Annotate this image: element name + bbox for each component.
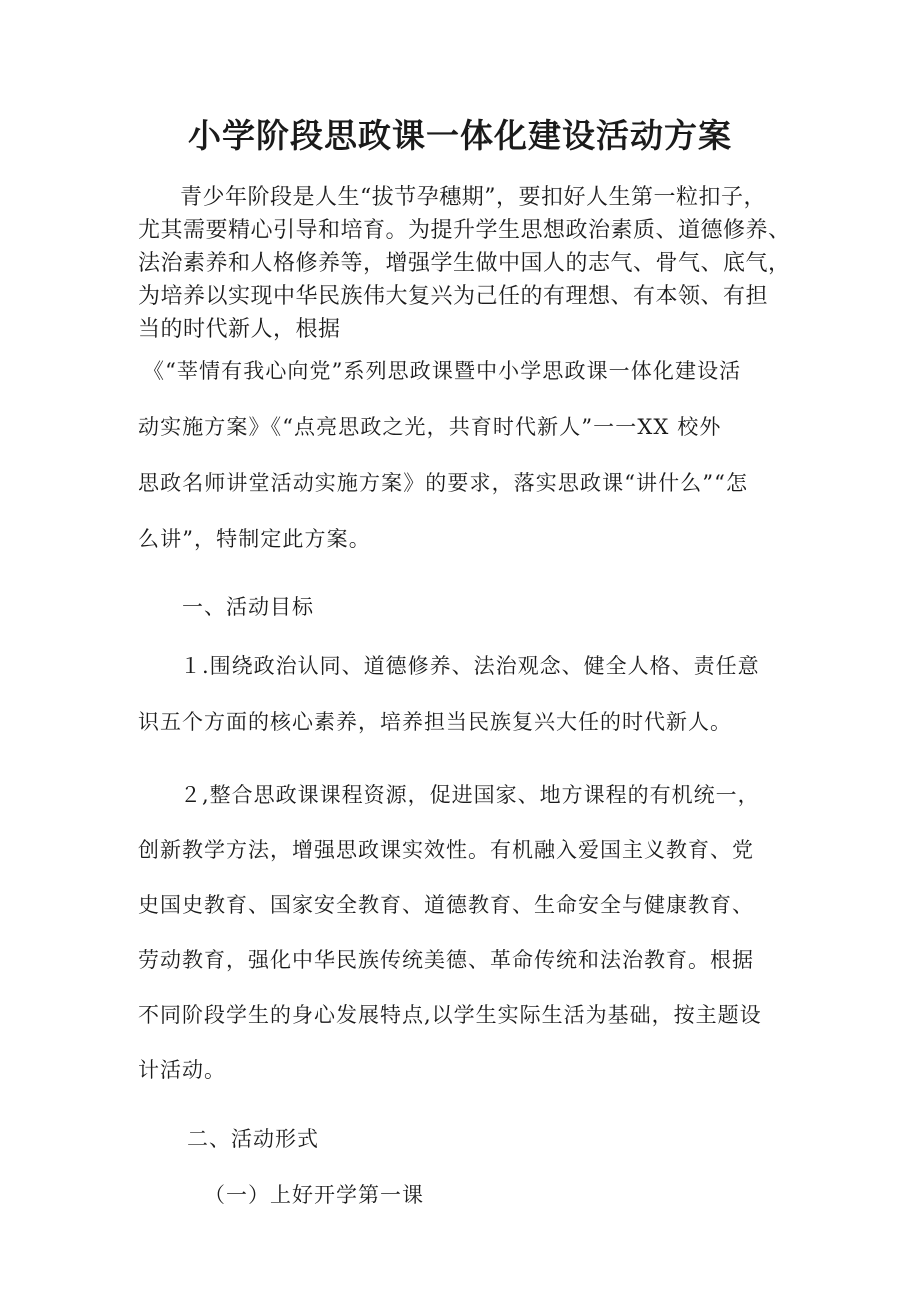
goal2-line: 计活动。: [138, 1058, 226, 1082]
intro-line: 青少年阶段是人生“拔节孕穗期”，要扣好人生第一粒扣子，: [180, 185, 766, 210]
goal2-line: ２,整合思政课课程资源，促进国家、地方课程的有机统一，: [180, 783, 760, 807]
basis-line: 思政名师讲堂活动实施方案》的要求，落实思政课“讲什么”“怎: [138, 471, 749, 495]
goal1-line: １.围绕政治认同、道德修养、法治观念、健全人格、责任意: [180, 654, 760, 678]
goal1-line: 识五个方面的核心素养，培养担当民族复兴大任的时代新人。: [138, 710, 732, 734]
subsection-heading: （一）上好开学第一课: [204, 1183, 424, 1207]
intro-line: 尤其需要精心引导和培育。为提升学生思想政治素质、道德修养、: [138, 218, 791, 243]
basis-line: 动实施方案》《“点亮思政之光，共育时代新人”一一XX 校外: [138, 415, 722, 439]
goal2-line: 创新教学方法，增强思政课实效性。有机融入爱国主义教育、党: [138, 838, 754, 862]
intro-line: 法治素养和人格修养等，增强学生做中国人的志气、骨气、底气，: [138, 251, 791, 276]
goal2-line: 不同阶段学生的身心发展特点,以学生实际生活为基础，按主题设: [138, 1003, 762, 1027]
intro-line: 当的时代新人，根据: [138, 317, 341, 342]
goal2-line: 劳动教育，强化中华民族传统美德、革命传统和法治教育。根据: [138, 948, 754, 972]
goal2-line: 史国史教育、国家安全教育、道德教育、生命安全与健康教育、: [138, 893, 754, 917]
section-heading-forms: 二、活动形式: [187, 1127, 319, 1151]
intro-line: 为培养以实现中华民族伟大复兴为己任的有理想、有本领、有担: [138, 284, 769, 309]
basis-line: 《“莘情有我心向党”系列思政课暨中小学思政课一体化建设活: [143, 359, 742, 383]
section-heading-goals: 一、活动目标: [182, 595, 314, 619]
document-title: 小学阶段思政课一体化建设活动方案: [188, 116, 732, 155]
basis-line: 么讲”，特制定此方案。: [138, 527, 371, 551]
